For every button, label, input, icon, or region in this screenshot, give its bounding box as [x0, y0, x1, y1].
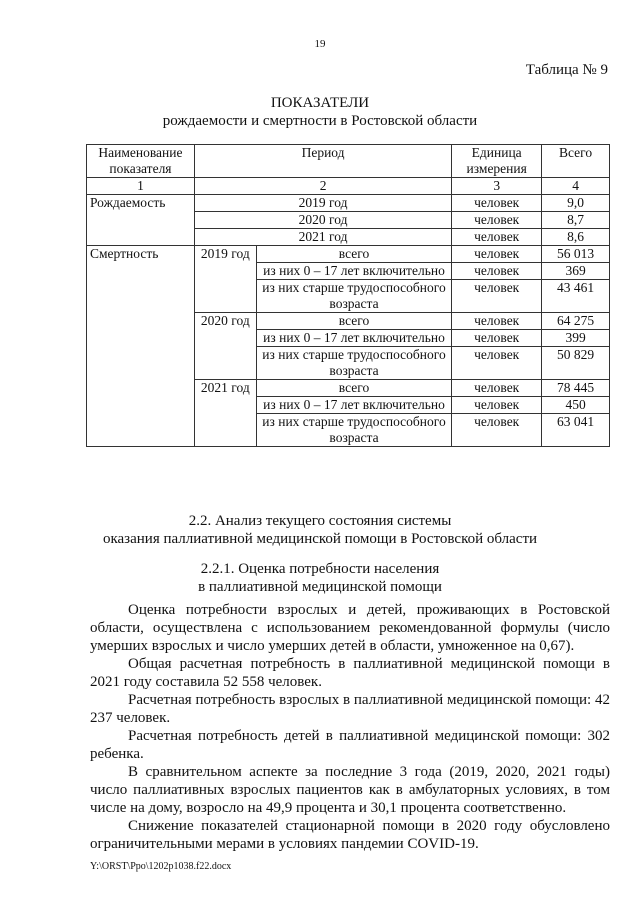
col-number: 2 — [194, 178, 451, 195]
header-indicator: Наименование показателя — [87, 145, 195, 178]
value-cell: 8,7 — [542, 212, 610, 229]
value-cell: 78 445 — [542, 380, 610, 397]
mortality-sub: всего — [256, 380, 452, 397]
unit-cell: человек — [452, 313, 542, 330]
table-title-line1: ПОКАЗАТЕЛИ — [270, 95, 370, 111]
value-cell: 9,0 — [542, 195, 610, 212]
paragraph: Оценка потребности взрослых и детей, проживающих в Ростовской области, осуществлена с использованием рекомендованной формулы (число умерших взрослых и число умерших детей в области, умноженное на 0,67). — [90, 602, 610, 654]
header-period: Период — [194, 145, 451, 178]
unit-cell: человек — [452, 397, 542, 414]
birth-period: 2020 год — [194, 212, 451, 229]
table-header-row — [87, 145, 610, 178]
birth-period: 2019 год — [194, 195, 451, 212]
value-cell: 43 461 — [542, 280, 610, 313]
mortality-sub: из них 0 – 17 лет включительно — [256, 397, 452, 414]
paragraph: Расчетная потребность взрослых в паллиативной медицинской помощи: 42 237 человек. — [90, 692, 610, 726]
statistics-table — [86, 144, 610, 447]
table-row — [87, 195, 610, 212]
value-cell: 63 041 — [542, 414, 610, 447]
col-number: 4 — [542, 178, 610, 195]
unit-cell: человек — [452, 280, 542, 313]
column-number-row — [87, 178, 610, 195]
unit-cell: человек — [452, 263, 542, 280]
col-number: 1 — [87, 178, 195, 195]
unit-cell: человек — [452, 195, 542, 212]
birth-period: 2021 год — [194, 229, 451, 246]
section-heading-line: оказания паллиативной медицинской помощи в Ростовской области — [102, 531, 538, 547]
mortality-sub: из них старше трудоспособного возраста — [256, 414, 452, 447]
mortality-sub: всего — [256, 246, 452, 263]
value-cell: 56 013 — [542, 246, 610, 263]
paragraph: Расчетная потребность детей в паллиативной медицинской помощи: 302 ребенка. — [90, 728, 610, 762]
value-cell: 369 — [542, 263, 610, 280]
unit-cell: человек — [452, 347, 542, 380]
paragraph: Общая расчетная потребность в паллиативной медицинской помощи в 2021 году составила 52 558 человек. — [90, 656, 610, 690]
unit-cell: человек — [452, 229, 542, 246]
birth-label: Рождаемость — [87, 195, 195, 246]
value-cell: 399 — [542, 330, 610, 347]
section-heading-line: 2.2. Анализ текущего состояния системы — [188, 513, 452, 529]
value-cell: 8,6 — [542, 229, 610, 246]
mortality-label: Смертность — [87, 246, 195, 447]
paragraph: Снижение показателей стационарной помощи в 2020 году обусловлено ограничительными мерами в условиях пандемии COVID-19. — [90, 818, 610, 852]
section-heading-2-2 — [0, 512, 640, 548]
section-heading-2-2-1 — [0, 560, 640, 596]
col-number: 3 — [452, 178, 542, 195]
file-path-footer: Y:\ORST\Ppo\1202p1038.f22.docx — [90, 861, 232, 872]
mortality-sub: из них 0 – 17 лет включительно — [256, 263, 452, 280]
table-row — [87, 246, 610, 263]
paragraph: В сравнительном аспекте за последние 3 года (2019, 2020, 2021 годы) число паллиативных взрослых пациентов как в амбулаторных условиях, в том числе на дому, возросло на 49,9 процента и 30,1 процента соответственно. — [90, 764, 610, 816]
mortality-sub: из них старше трудоспособного возраста — [256, 280, 452, 313]
section-heading-line: 2.2.1. Оценка потребности населения — [200, 561, 440, 577]
mortality-year: 2020 год — [194, 313, 256, 380]
table-label: Таблица № 9 — [525, 62, 608, 78]
page-number: 19 — [314, 38, 326, 50]
table-title — [0, 94, 640, 130]
section-heading-line: в паллиативной медицинской помощи — [198, 579, 442, 595]
unit-cell: человек — [452, 212, 542, 229]
header-total: Всего — [542, 145, 610, 178]
mortality-sub: из них 0 – 17 лет включительно — [256, 330, 452, 347]
unit-cell: человек — [452, 330, 542, 347]
unit-cell: человек — [452, 380, 542, 397]
unit-cell: человек — [452, 414, 542, 447]
mortality-sub: из них старше трудоспособного возраста — [256, 347, 452, 380]
mortality-year: 2021 год — [194, 380, 256, 447]
value-cell: 450 — [542, 397, 610, 414]
mortality-sub: всего — [256, 313, 452, 330]
header-unit: Единица измерения — [452, 145, 542, 178]
value-cell: 64 275 — [542, 313, 610, 330]
unit-cell: человек — [452, 246, 542, 263]
value-cell: 50 829 — [542, 347, 610, 380]
table-title-line2: рождаемости и смертности в Ростовской области — [162, 113, 478, 129]
body-text — [90, 601, 610, 853]
mortality-year: 2019 год — [194, 246, 256, 313]
